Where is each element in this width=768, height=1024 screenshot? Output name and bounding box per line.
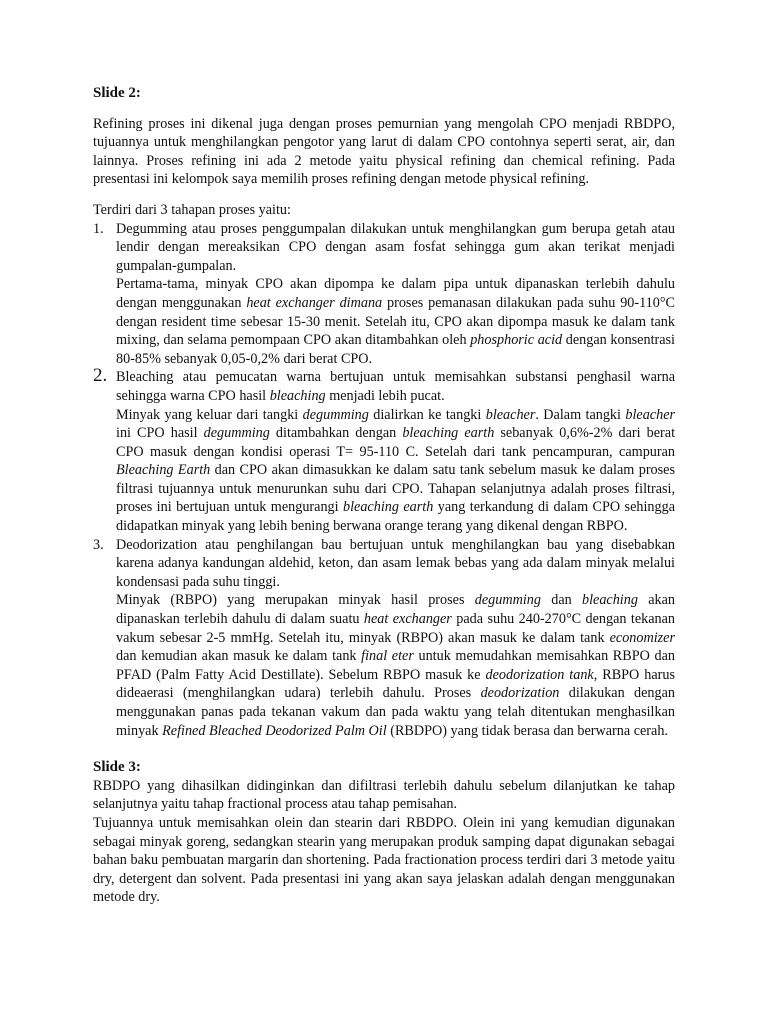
- slide2-heading: Slide 2:: [93, 85, 141, 101]
- slide3-heading: Slide 3:: [93, 759, 141, 776]
- list-item: [93, 365, 676, 535]
- process-steps-list: [93, 220, 675, 741]
- list-item: [93, 536, 675, 741]
- step-detail: Minyak (RBPO) yang merupakan minyak hasil proses degumming dan bleaching akan dipanaskan terlebih dahulu di dalam suatu heat exchanger pada suhu 240-270°C dengan tekanan vakum sebesar 2-5 mmHg. Setelah itu, minyak (RBPO) akan masuk ke dalam tank economizer dan kemudian akan masuk ke dalam tank final eter untuk memudahkan memisahkan RBPO dan PFAD (Palm Fatty Acid Destillate). Sebelum RBPO masuk ke deodorization tank, RBPO harus dideaerasi (menghilangkan udara) terlebih dahulu. Proses deodorization dilakukan dengan menggunakan panas pada tekanan vakum dan pada waktu yang telah ditentukan menghasilkan minyak Refined Bleached Deodorized Palm Oil (RBDPO) yang tidak berasa dan berwarna cerah.: [116, 592, 676, 739]
- step-lead: Bleaching atau pemucatan warna bertujuan untuk memisahkan substansi penghasil warna sehingga warna CPO hasil bleaching menjadi lebih pucat.: [116, 369, 675, 404]
- step-lead: Deodorization atau penghilangan bau bertujuan untuk menghilangkan bau yang disebabkan karena adanya kandungan aldehid, keton, dan asam lemak bebas yang ada dalam minyak melalui kondensasi pada suhu tinggi.: [116, 536, 675, 590]
- slide2-intro: Refining proses ini dikenal juga dengan proses pemurnian yang mengolah CPO menjadi RBDPO, tujuannya untuk menghilangkan pengotor yang larut di dalam CPO contohnya seperti serat, air, dan lainnya. Proses refining ini ada 2 metode yaitu physical refining dan chemical refining. Pada presentasi ini kelompok saya memilih proses refining dengan metode physical refining.: [93, 115, 675, 188]
- slide3-paragraph-1: RBDPO yang dihasilkan didinginkan dan difiltrasi terlebih dahulu sebelum dilanjutkan ke tahap selanjutnya yaitu tahap fractional process atau tahap pemisahan.: [93, 777, 675, 813]
- step-lead: Degumming atau proses penggumpalan dilakukan untuk menghilangkan gum berupa getah atau lendir dengan mereaksikan CPO dengan asam fosfat sehingga gum akan terikat menjadi gumpalan-gumpalan.: [116, 220, 675, 274]
- slide3-paragraph-2: Tujuannya untuk memisahkan olein dan stearin dari RBDPO. Olein ini yang kemudian digunakan sebagai minyak goreng, sedangkan stearin yang merupakan produk samping dapat digunakan sebagai bahan baku pembuatan margarin dan shortening. Pada fractionation process terdiri dari 3 metode yaitu dry, detergent dan solvent. Pada presentasi ini yang akan saya jelaskan adalah dengan menggunakan metode dry.: [93, 814, 675, 906]
- list-number: 3.: [93, 536, 104, 553]
- list-number: 2.: [93, 365, 108, 387]
- step-detail: Pertama-tama, minyak CPO akan dipompa ke dalam pipa untuk dipanaskan terlebih dahulu dengan menggunakan heat exchanger dimana proses pemanasan dilakukan pada suhu 90-110°C dengan resident time sebesar 15-30 menit. Setelah itu, CPO akan dipompa masuk ke dalam tank mixing, dan selama pemompaan CPO akan ditambahkan oleh phosphoric acid dengan konsentrasi 80-85% sebanyak 0,05-0,2% dari berat CPO.: [116, 276, 676, 367]
- list-number: 1.: [93, 220, 104, 237]
- step-detail: Minyak yang keluar dari tangki degumming dialirkan ke tangki bleacher. Dalam tangki bleacher ini CPO hasil degumming ditambahkan dengan bleaching earth sebanyak 0,6%-2% dari berat CPO masuk dengan kondisi operasi T= 95-110 C. Setelah dari tank pencampuran, campuran Bleaching Earth dan CPO akan dimasukkan ke dalam satu tank sebelum masuk ke dalam proses filtrasi tujuannya untuk menurunkan suhu dari CPO. Tahapan selanjutnya adalah proses filtrasi, proses ini bertujuan untuk mengurangi bleaching earth yang terkandung di dalam CPO sehingga didapatkan minyak yang lebih bening berwana orange terang yang dikenal dengan RBPO.: [116, 406, 676, 535]
- list-item: [93, 220, 675, 369]
- slide2-list-intro: Terdiri dari 3 tahapan proses yaitu:: [93, 201, 291, 218]
